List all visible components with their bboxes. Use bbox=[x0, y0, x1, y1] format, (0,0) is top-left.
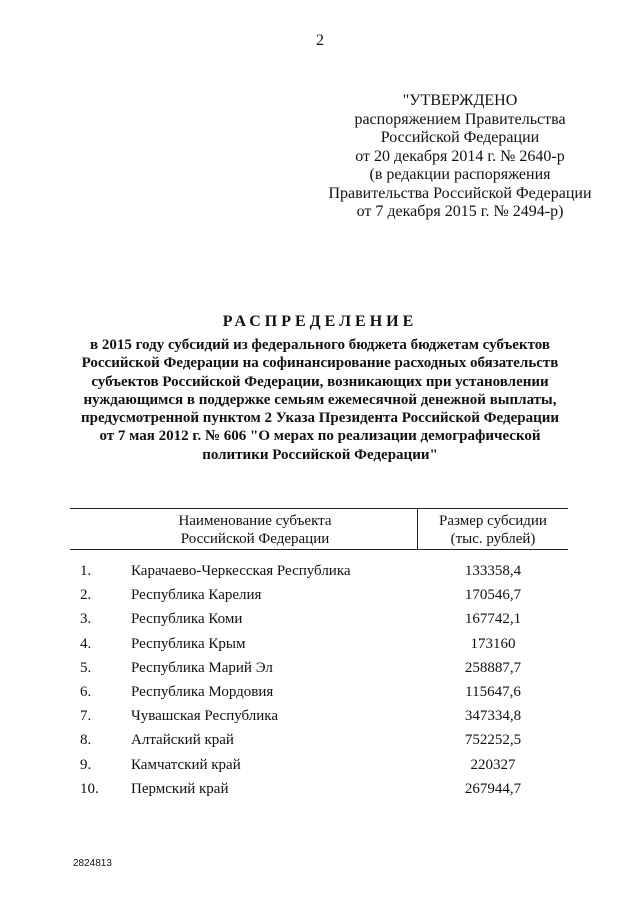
table-row bbox=[70, 732, 568, 756]
table-row bbox=[70, 611, 568, 635]
row-subject: Алтайский край bbox=[131, 732, 234, 749]
approval-line: Российской Федерации bbox=[380, 129, 540, 146]
header-subject-line: Российской Федерации bbox=[180, 530, 330, 547]
table-row bbox=[70, 563, 568, 587]
table-row bbox=[70, 781, 568, 805]
subtitle-line: в 2015 году субсидий из федерального бюджета бюджетам субъектов bbox=[90, 337, 550, 353]
page-number: 2 bbox=[316, 32, 324, 49]
header-subject-line: Наименование субъекта bbox=[178, 513, 332, 529]
subsidy-table-body bbox=[70, 563, 568, 805]
approved-heading: "УТВЕРЖДЕНО bbox=[402, 92, 518, 109]
table-row bbox=[70, 660, 568, 684]
row-subject: Республика Марий Эл bbox=[131, 659, 273, 676]
table-header-row bbox=[70, 508, 568, 550]
subtitle-line: предусмотренной пунктом 2 Указа Президента Российской Федерации bbox=[80, 410, 560, 427]
header-amount-line: Размер субсидии bbox=[439, 513, 547, 529]
subtitle-line: политики Российской Федерации" bbox=[202, 446, 438, 463]
row-amount: 115647,6 bbox=[465, 683, 521, 700]
approval-block bbox=[300, 92, 620, 222]
header-subject-name bbox=[110, 513, 400, 548]
row-number: 1. bbox=[80, 563, 92, 579]
table-row bbox=[70, 708, 568, 732]
row-subject: Карачаево-Черкесская Республика bbox=[131, 563, 351, 579]
row-amount: 220327 bbox=[470, 756, 516, 773]
row-number: 7. bbox=[80, 708, 92, 725]
row-number: 9. bbox=[80, 756, 92, 773]
row-number: 3. bbox=[80, 611, 92, 628]
approval-line: (в редакции распоряжения bbox=[369, 166, 551, 183]
row-amount: 258887,7 bbox=[464, 659, 522, 676]
table-row bbox=[70, 636, 568, 660]
row-number: 10. bbox=[80, 780, 99, 797]
subsidy-table-header bbox=[70, 508, 568, 550]
row-subject: Республика Карелия bbox=[131, 587, 262, 604]
table-row bbox=[70, 684, 568, 708]
approval-line: от 20 декабря 2014 г. № 2640-р bbox=[355, 147, 565, 165]
row-amount: 173160 bbox=[470, 635, 516, 652]
subtitle-line: субъектов Российской Федерации, возникающих при установлении bbox=[91, 373, 549, 390]
document-subtitle bbox=[70, 336, 570, 464]
header-subsidy-amount bbox=[418, 513, 568, 548]
document-code: 2824813 bbox=[73, 858, 112, 869]
row-subject: Республика Коми bbox=[131, 611, 243, 628]
subtitle-line: нуждающимся в поддержке семьям ежемесячной денежной выплаты, bbox=[83, 391, 557, 408]
row-amount: 752252,5 bbox=[464, 732, 522, 749]
row-number: 6. bbox=[80, 683, 92, 700]
approval-line: распоряжением Правительства bbox=[354, 110, 566, 128]
subtitle-line: от 7 мая 2012 г. № 606 "О мерах по реализации демографической bbox=[99, 428, 541, 445]
subtitle-line: Российской Федерации на софинансирование расходных обязательств bbox=[81, 355, 559, 372]
header-amount-line: (тыс. рублей) bbox=[450, 530, 536, 547]
table-row bbox=[70, 757, 568, 781]
row-number: 8. bbox=[80, 732, 92, 749]
table-row bbox=[70, 587, 568, 611]
row-number: 4. bbox=[80, 635, 92, 652]
row-subject: Камчатский край bbox=[131, 756, 241, 773]
row-number: 2. bbox=[80, 587, 92, 604]
row-amount: 133358,4 bbox=[464, 563, 522, 579]
row-subject: Республика Мордовия bbox=[131, 683, 274, 700]
row-amount: 167742,1 bbox=[464, 611, 522, 628]
row-subject: Чувашская Республика bbox=[131, 708, 279, 725]
approval-line: от 7 декабря 2015 г. № 2494-р) bbox=[356, 203, 564, 220]
row-subject: Республика Крым bbox=[131, 635, 246, 652]
document-title: РАСПРЕДЕЛЕНИЕ bbox=[222, 313, 418, 330]
row-amount: 347334,8 bbox=[464, 708, 522, 725]
row-subject: Пермский край bbox=[131, 780, 229, 797]
row-amount: 170546,7 bbox=[464, 587, 522, 604]
row-amount: 267944,7 bbox=[464, 780, 522, 797]
approval-line: Правительства Российской Федерации bbox=[328, 184, 592, 202]
row-number: 5. bbox=[80, 659, 92, 676]
